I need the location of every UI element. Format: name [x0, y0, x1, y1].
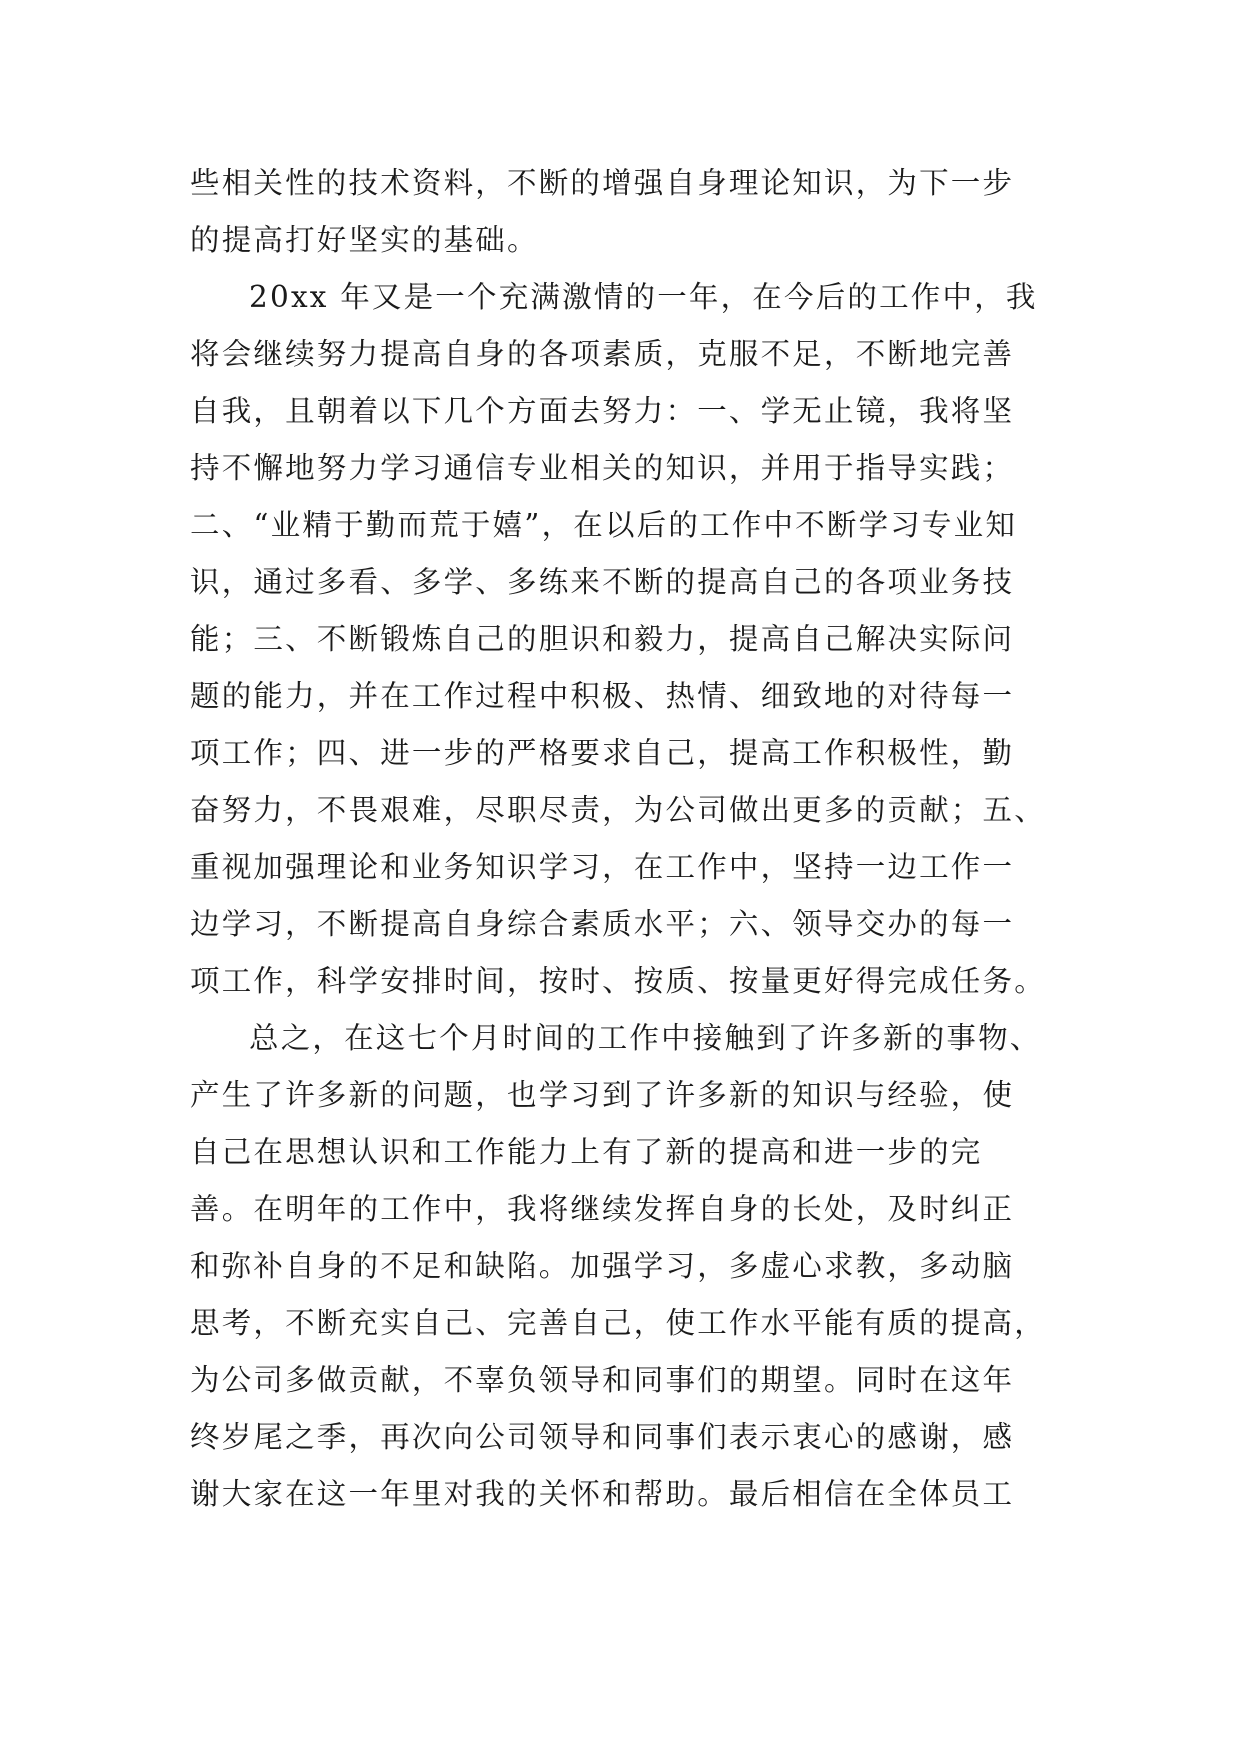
text-line: 识，通过多看、多学、多练来不断的提高自己的各项业务技	[190, 565, 1015, 599]
text-line: 题的能力，并在工作过程中积极、热情、细致地的对待每一	[190, 679, 1015, 713]
document-body	[190, 155, 1050, 1523]
text-line: 将会继续努力提高自身的各项素质，克服不足，不断地完善	[190, 337, 1015, 371]
text-line: 奋努力，不畏艰难，尽职尽责，为公司做出更多的贡献；五、	[190, 793, 1046, 827]
paragraph-start-line: 总之，在这七个月时间的工作中接触到了许多新的事物、	[249, 1021, 1042, 1055]
text-line: 能；三、不断锻炼自己的胆识和毅力，提高自己解决实际问	[190, 622, 1015, 656]
text-line: 谢大家在这一年里对我的关怀和帮助。最后相信在全体员工	[190, 1477, 1015, 1511]
text-line: 的提高打好坚实的基础。	[190, 223, 539, 257]
text-line: 边学习，不断提高自身综合素质水平；六、领导交办的每一	[190, 907, 1015, 941]
text-line: 自己在思想认识和工作能力上有了新的提高和进一步的完	[190, 1135, 983, 1169]
text-line: 二、“业精于勤而荒于嬉”，在以后的工作中不断学习专业知	[190, 508, 1018, 542]
text-line: 善。在明年的工作中，我将继续发挥自身的长处，及时纠正	[190, 1192, 1015, 1226]
text-line: 为公司多做贡献，不辜负领导和同事们的期望。同时在这年	[190, 1363, 1015, 1397]
text-line: 重视加强理论和业务知识学习，在工作中，坚持一边工作一	[190, 850, 1015, 884]
text-line: 项工作；四、进一步的严格要求自己，提高工作积极性，勤	[190, 736, 1015, 770]
text-line: 项工作，科学安排时间，按时、按质、按量更好得完成任务。	[190, 964, 1046, 998]
paragraph-start-line: 20xx 年又是一个充满激情的一年，在今后的工作中，我	[249, 280, 1038, 314]
text-line: 思考，不断充实自己、完善自己，使工作水平能有质的提高，	[190, 1306, 1046, 1340]
text-line: 持不懈地努力学习通信专业相关的知识，并用于指导实践；	[190, 451, 1015, 485]
text-line: 些相关性的技术资料，不断的增强自身理论知识，为下一步	[190, 166, 1015, 200]
text-line: 产生了许多新的问题，也学习到了许多新的知识与经验，使	[190, 1078, 1015, 1112]
text-line: 终岁尾之季，再次向公司领导和同事们表示衷心的感谢，感	[190, 1420, 1015, 1454]
text-line: 自我，且朝着以下几个方面去努力：一、学无止镜，我将坚	[190, 394, 1015, 428]
text-line: 和弥补自身的不足和缺陷。加强学习，多虚心求教，多动脑	[190, 1249, 1015, 1283]
